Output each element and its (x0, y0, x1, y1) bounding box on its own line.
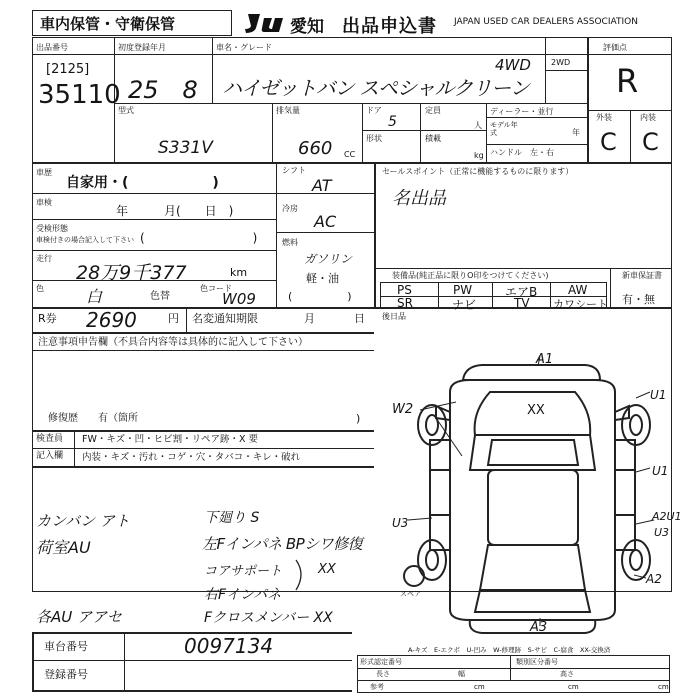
notes-r1: 下廻り S (204, 510, 260, 526)
exterior-value: C (600, 128, 617, 156)
kg-label: kg (474, 151, 484, 160)
year-label: 年 (572, 128, 580, 137)
sales-point-value: 名出品 (392, 188, 446, 209)
fuel-value: ガソリン (304, 252, 353, 266)
color-code-label: 色コード (200, 284, 232, 293)
entry-label: 記入欄 (36, 451, 64, 461)
association-name: JAPAN USED CAR DEALERS ASSOCIATION (454, 17, 638, 27)
tax-deadline-label: 名変通知期限 (192, 312, 258, 325)
recycle-amount: 2690 (86, 308, 137, 332)
yen-label: 円 (168, 312, 179, 325)
cooler-label: 冷房 (282, 204, 298, 213)
notes-r3b: XX (318, 562, 336, 577)
displacement-label: 排気量 (276, 106, 300, 115)
notes-r2: 左Fインパネ BPシワ修復 (202, 535, 363, 553)
form-title: 出品申込書 (342, 16, 437, 37)
drive-value: 4WD (495, 56, 531, 74)
diag-u3b: U3 (654, 526, 670, 539)
notes-r4: 右Fインパネ (204, 587, 282, 603)
notes-1: カンバン アト (36, 512, 130, 530)
reg-label: 登録番号 (44, 668, 88, 681)
notes-2: 荷室AU (36, 538, 91, 557)
notes-r5: Fクロスメンバー XX (204, 610, 333, 626)
cooler-value: AC (314, 212, 337, 231)
shape-label: 形状 (366, 134, 382, 143)
interior-value: C (642, 128, 659, 156)
model-year-label: モデル年式 (490, 121, 518, 137)
spare-label: スペア (400, 590, 421, 598)
lot-number: 35110 (38, 80, 121, 110)
storage-label: 車内保管・守衛保管 (40, 15, 176, 33)
width-label: 幅 (458, 670, 465, 678)
notes-label: 注意事項申告欄（不具合内容等は具体的に記入して下さい） (38, 337, 308, 348)
inspection-label: 車検 (36, 198, 52, 207)
chassis-label: 車台番号 (44, 640, 88, 653)
capacity-label: 定員 (425, 106, 441, 115)
color-value: 白 (86, 287, 103, 306)
equipment-label: 装備品(純正品に限りO印をつけてください) (392, 271, 549, 280)
recycle-label: R券 (38, 312, 57, 325)
cm-1: cm (474, 683, 485, 691)
mileage-value: 28万9千377 (76, 262, 187, 284)
day-label: 日 (354, 312, 365, 325)
diag-u3: U3 (392, 516, 409, 530)
displacement-value: 660 (298, 138, 333, 159)
equip-leather: カワシート (553, 298, 608, 311)
car-name-label: 車名・グレード (216, 43, 272, 52)
damage-legend: A-キズ E-エクボ U-凹み W-修理跡 S-サビ C-腐食 XX-交換済 (408, 646, 611, 654)
history-label: 車歴 (36, 168, 52, 177)
color-change-label: 色替 (150, 291, 170, 302)
cm-3: cm (658, 683, 669, 691)
repair-history-label: 修復歴 有（箇所 (48, 413, 138, 424)
diag-a3: A3 (530, 620, 548, 635)
doors-value: 5 (388, 114, 397, 130)
inspector-label: 検査員 (36, 434, 64, 444)
first-reg-value: 25 8 (128, 76, 198, 104)
ju-logo (242, 11, 288, 35)
diag-w2: W2 (392, 402, 414, 417)
handle-label: ハンドル 左・右 (490, 148, 554, 157)
cert-box (357, 655, 670, 693)
equip-tv: TV (514, 296, 530, 310)
mileage-label: 走行 (36, 254, 52, 263)
color-code-value: W09 (222, 290, 256, 308)
shift-label: シフト (282, 166, 306, 175)
fuel-paren: ( ) (288, 290, 352, 303)
interior-label: 内装 (640, 113, 656, 122)
inspection-value: 年 月( 日 ) (116, 204, 234, 218)
backfill-label: 後日品 (382, 312, 406, 321)
first-reg-label: 初度登録年月 (118, 43, 166, 52)
fuel-diesel: 軽・油 (306, 272, 339, 285)
equip-aircon: エアB (505, 285, 538, 299)
drive-label: 2WD (551, 58, 571, 67)
diag-xx: XX (527, 403, 545, 418)
km-label: km (230, 266, 248, 279)
dealer-label: ディーラー・並行 (490, 107, 554, 116)
notes-3: 各AU アアセ (36, 608, 122, 626)
doors-label: ドア (366, 106, 382, 115)
cm-2: cm (568, 683, 579, 691)
exterior-label: 外装 (596, 113, 612, 122)
equip-pw: PW (453, 283, 473, 297)
equip-ps: PS (397, 283, 412, 297)
interior-row: 内装・キズ・汚れ・コゲ・穴・タバコ・キレ・破れ (82, 452, 301, 463)
receipt-paren: ( ) (140, 231, 258, 245)
fuel-label: 燃料 (282, 238, 298, 247)
car-name-value: ハイゼットバン スペシャルクリーン (222, 76, 529, 100)
repair-close-paren: ) (356, 412, 361, 425)
length-label: 長さ (376, 670, 390, 678)
model-value: S331V (158, 138, 213, 158)
lot-sub: [2125] (46, 62, 90, 77)
chassis-value: 0097134 (184, 634, 274, 658)
ref-label: 参考 (370, 683, 384, 691)
diag-a2u1: A2U1 (652, 510, 682, 523)
form-cert-label: 形式認定番号 (360, 658, 402, 666)
fw-row: FW・キズ・凹・ヒビ割・リペア跡・X 要 (82, 434, 259, 445)
equip-aw: AW (568, 283, 588, 297)
sales-point-label: セールスポイント（正常に機能するものに限ります） (382, 167, 574, 176)
month-label: 月 (304, 312, 315, 325)
grade-score-label: 評価点 (603, 43, 627, 52)
score-value: R (616, 62, 639, 100)
model-label: 型式 (118, 106, 134, 115)
height-label: 高さ (560, 670, 574, 678)
aichi-label: 愛知 (290, 17, 324, 37)
class-no-label: 類別区分番号 (516, 658, 558, 666)
diag-u1b: U1 (652, 464, 669, 478)
receipt-note: 車検付きの場合記入して下さい (36, 236, 134, 244)
diag-u1a: U1 (650, 388, 667, 402)
equip-navi: ナビ (452, 298, 477, 312)
load-label: 積載 (425, 134, 441, 143)
person-label: 人 (474, 121, 482, 130)
receipt-label: 受検形態 (36, 224, 68, 233)
ju-logo-mark (242, 11, 288, 35)
diag-a2: A2 (646, 572, 662, 586)
notes-r3: コアサポート (204, 564, 283, 579)
warranty-yes-no: 有・無 (622, 293, 655, 306)
lot-no-label: 出品番号 (36, 43, 68, 52)
color-label: 色 (36, 284, 44, 293)
shift-value: AT (312, 176, 332, 195)
cc-label: CC (344, 150, 356, 159)
history-value: 自家用・( ) (66, 175, 219, 191)
new-warranty-label: 新車保証書 (622, 271, 662, 280)
diag-a1: A1 (536, 352, 554, 367)
equip-sr: SR (397, 296, 413, 310)
